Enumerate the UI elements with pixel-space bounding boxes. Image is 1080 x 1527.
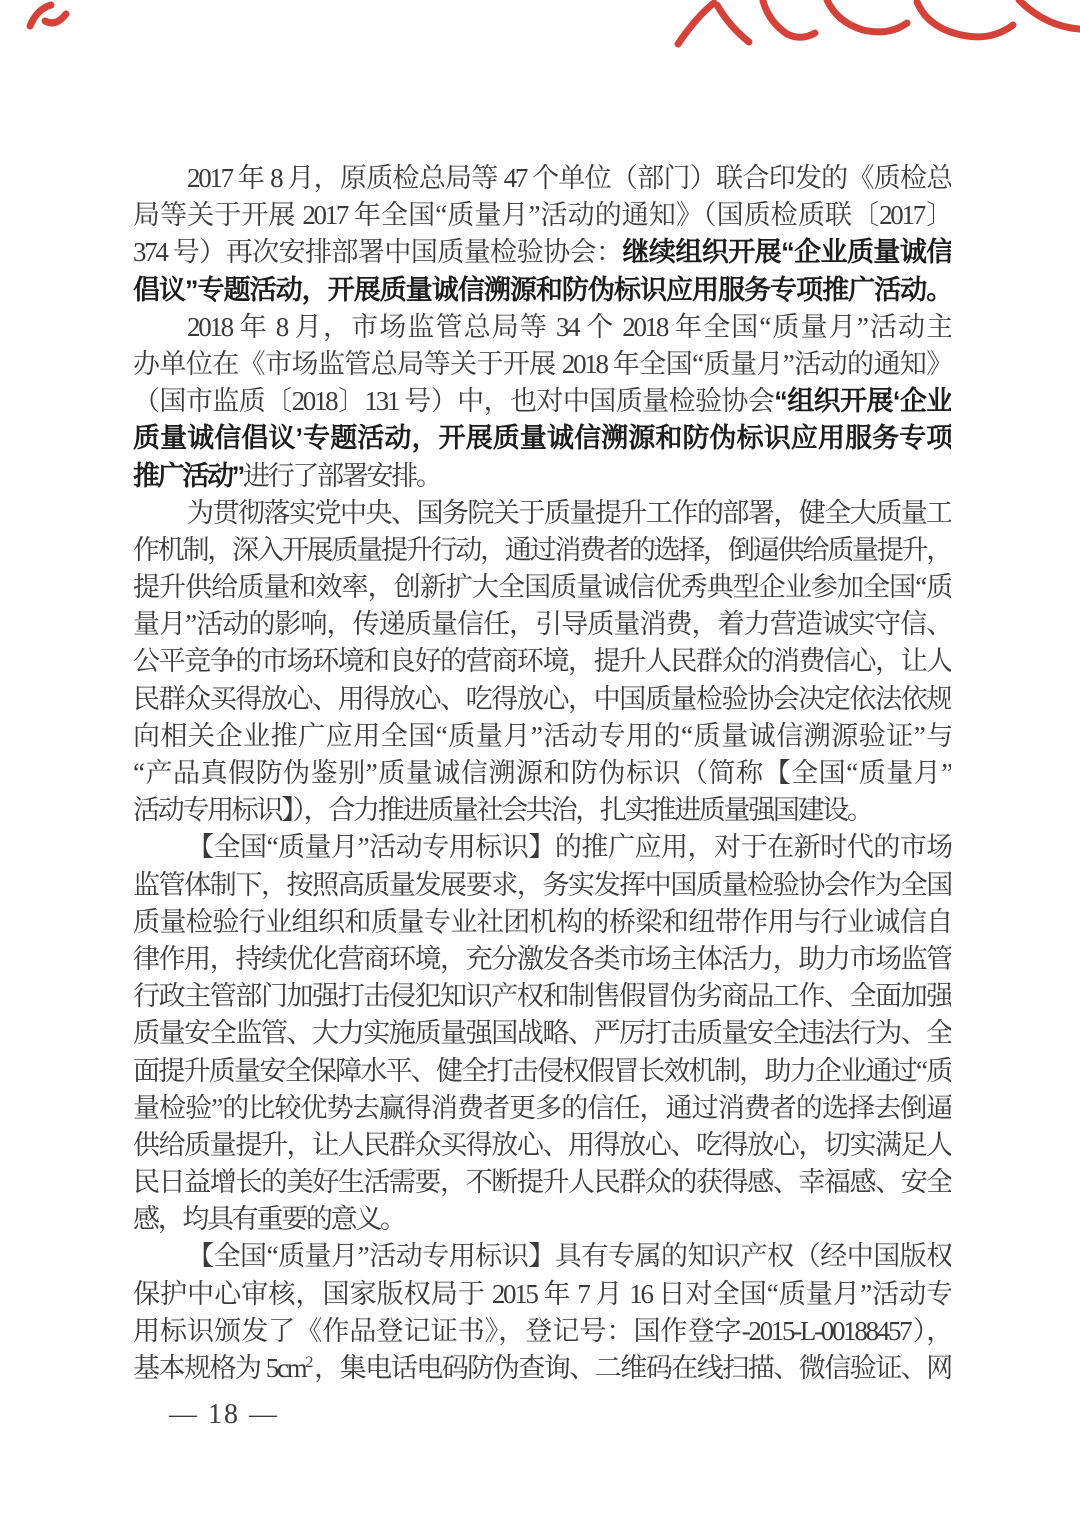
- text-line: [133, 532, 951, 569]
- text-run: 面提升质量安全保障水平、健全打击侵权假冒长效机制，助力企业通过“质: [133, 1055, 951, 1086]
- page-number: — 18 —: [169, 1399, 279, 1430]
- text-run: 提升供给质量和效率，创新扩大全国质量诚信优秀典型企业参加全国“质: [133, 572, 951, 603]
- text-line: [133, 495, 951, 532]
- text-line: [133, 197, 951, 234]
- bold-text-run: 质量诚信倡议’专题活动，开展质量诚信溯源和防伪标识应用服务专项: [133, 423, 951, 454]
- text-line: [133, 383, 951, 420]
- paragraph-4: [133, 829, 951, 1238]
- text-line: [133, 718, 951, 755]
- text-line: [133, 829, 951, 866]
- text-run: “产品真假防伪鉴别”质量诚信溯源和防伪标识（简称【全国“质量月”: [133, 758, 951, 788]
- text-line: [133, 904, 951, 941]
- text-run: 374 号）再次安排部署中国质量检验协会：: [133, 237, 623, 268]
- text-line: [133, 160, 951, 197]
- text-run: 公平竞争的市场环境和良好的营商环境，提升人民群众的消费信心，让人: [133, 646, 951, 677]
- text-line: [133, 1053, 951, 1090]
- text-run: 【全国“质量月”活动专用标识】的推广应用，对于在新时代的市场: [187, 832, 951, 863]
- text-line: [133, 755, 951, 792]
- red-ink-stroke: [1019, 0, 1079, 29]
- text-run: 为贯彻落实党中央、国务院关于质量提升工作的部署，健全大质量工: [187, 497, 951, 528]
- red-ink-stroke: [678, 3, 714, 44]
- red-ink-marks: [0, 0, 1080, 52]
- superscript-run: 2: [305, 1354, 314, 1371]
- text-run: 基本规格为 5cm: [133, 1353, 306, 1383]
- paragraph-2: [133, 309, 951, 495]
- paragraph-3: [133, 495, 951, 830]
- text-run: 保护中心审核，国家版权局于 2015 年 7 月 16 日对全国“质量月”活动专: [133, 1278, 951, 1309]
- text-run: 质量安全监管、大力实施质量强国战略、严厉打击质量安全违法行为、全: [133, 1018, 951, 1049]
- red-ink-stroke: [827, 0, 907, 32]
- text-run: 【全国“质量月”活动专用标识】具有专属的知识产权（经中国版权: [187, 1241, 951, 1272]
- text-run: 用标识颁发了《作品登记证书》，登记号：国作登字-2015-L-00188457），: [133, 1315, 951, 1346]
- bold-text-run: 倡议”专题活动，开展质量诚信溯源和防伪标识应用服务专项推广活动。: [133, 274, 951, 305]
- text-run: 质量检验行业组织和质量专业社团机构的桥梁和纽带作用与行业诚信自: [133, 906, 951, 937]
- text-line: [133, 1015, 951, 1052]
- text-line: [133, 681, 951, 718]
- text-line: [133, 1313, 951, 1350]
- text-run: 活动专用标识】），合力推进质量社会共治，扎实推进质量强国建设。: [133, 795, 872, 826]
- text-line: [133, 792, 951, 829]
- paragraph-5: [133, 1238, 951, 1387]
- text-line: [133, 1350, 951, 1387]
- text-line: [133, 420, 951, 457]
- text-line: [133, 1127, 951, 1164]
- paragraph-1: [133, 160, 951, 309]
- text-run: 向相关企业推广应用全国“质量月”活动专用的“质量诚信溯源验证”与: [133, 720, 951, 751]
- text-line: [133, 272, 951, 309]
- document-body: [133, 160, 951, 1387]
- text-line: [133, 1238, 951, 1275]
- text-run: 局等关于开展 2017 年全国“质量月”活动的通知》（国质检质联〔2017〕: [133, 200, 951, 231]
- red-ink-stroke: [717, 5, 749, 42]
- text-line: [133, 1164, 951, 1201]
- text-line: [133, 234, 951, 271]
- text-run: 作机制，深入开展质量提升行动，通过消费者的选择，倒逼供给质量提升，: [133, 534, 951, 565]
- text-run: 行政主管部门加强打击侵犯知识产权和制售假冒伪劣商品工作、全面加强: [133, 981, 951, 1012]
- text-line: [133, 867, 951, 904]
- text-line: [133, 606, 951, 643]
- text-line: [133, 458, 951, 495]
- red-ink-stroke: [45, 14, 66, 23]
- bold-text-run: “组织开展‘企业: [774, 386, 951, 417]
- text-line: [133, 978, 951, 1015]
- bold-text-run: 继续组织开展“企业质量诚信: [622, 237, 951, 268]
- text-line: [133, 569, 951, 606]
- text-run: 感，均具有重要的意义。: [133, 1204, 405, 1235]
- text-line: [133, 941, 951, 978]
- bold-text-run: 推广活动”: [133, 460, 243, 491]
- red-ink-stroke: [917, 2, 1013, 37]
- text-run: 进行了部署安排。: [243, 460, 441, 491]
- text-run: 监管体制下，按照高质量发展要求，务实发挥中国质量检验协会作为全国: [133, 869, 951, 900]
- text-line: [133, 346, 951, 383]
- text-run: 民日益增长的美好生活需要，不断提升人民群众的获得感、幸福感、安全: [133, 1167, 951, 1198]
- text-run: （国市监质〔2018〕131 号）中，也对中国质量检验协会: [133, 386, 775, 417]
- text-line: [133, 309, 951, 346]
- red-ink-stroke: [30, 5, 51, 26]
- text-run: ，集电话电码防伪查询、二维码在线扫描、微信验证、网: [313, 1353, 951, 1383]
- text-line: [133, 1090, 951, 1127]
- text-run: 民群众买得放心、用得放心、吃得放心，中国质量检验协会决定依法依规: [133, 683, 951, 714]
- text-run: 供给质量提升，让人民群众买得放心、用得放心、吃得放心，切实满足人: [133, 1129, 951, 1160]
- text-run: 办单位在《市场监管总局等关于开展 2018 年全国“质量月”活动的通知》: [133, 348, 951, 379]
- text-line: [133, 1276, 951, 1313]
- text-run: 律作用，持续优化营商环境，充分激发各类市场主体活力，助力市场监管: [133, 943, 951, 974]
- text-line: [133, 1201, 951, 1238]
- text-run: 量月”活动的影响，传递质量信任，引导质量消费，着力营造诚实守信、: [133, 609, 951, 640]
- text-run: 2017 年 8 月，原质检总局等 47 个单位（部门）联合印发的《质检总: [187, 163, 951, 193]
- text-run: 2018 年 8 月，市场监管总局等 34 个 2018 年全国“质量月”活动主: [187, 311, 951, 342]
- text-run: 量检验”的比较优势去赢得消费者更多的信任，通过消费者的选择去倒逼: [133, 1092, 951, 1123]
- text-line: [133, 643, 951, 680]
- red-ink-stroke: [763, 1, 815, 37]
